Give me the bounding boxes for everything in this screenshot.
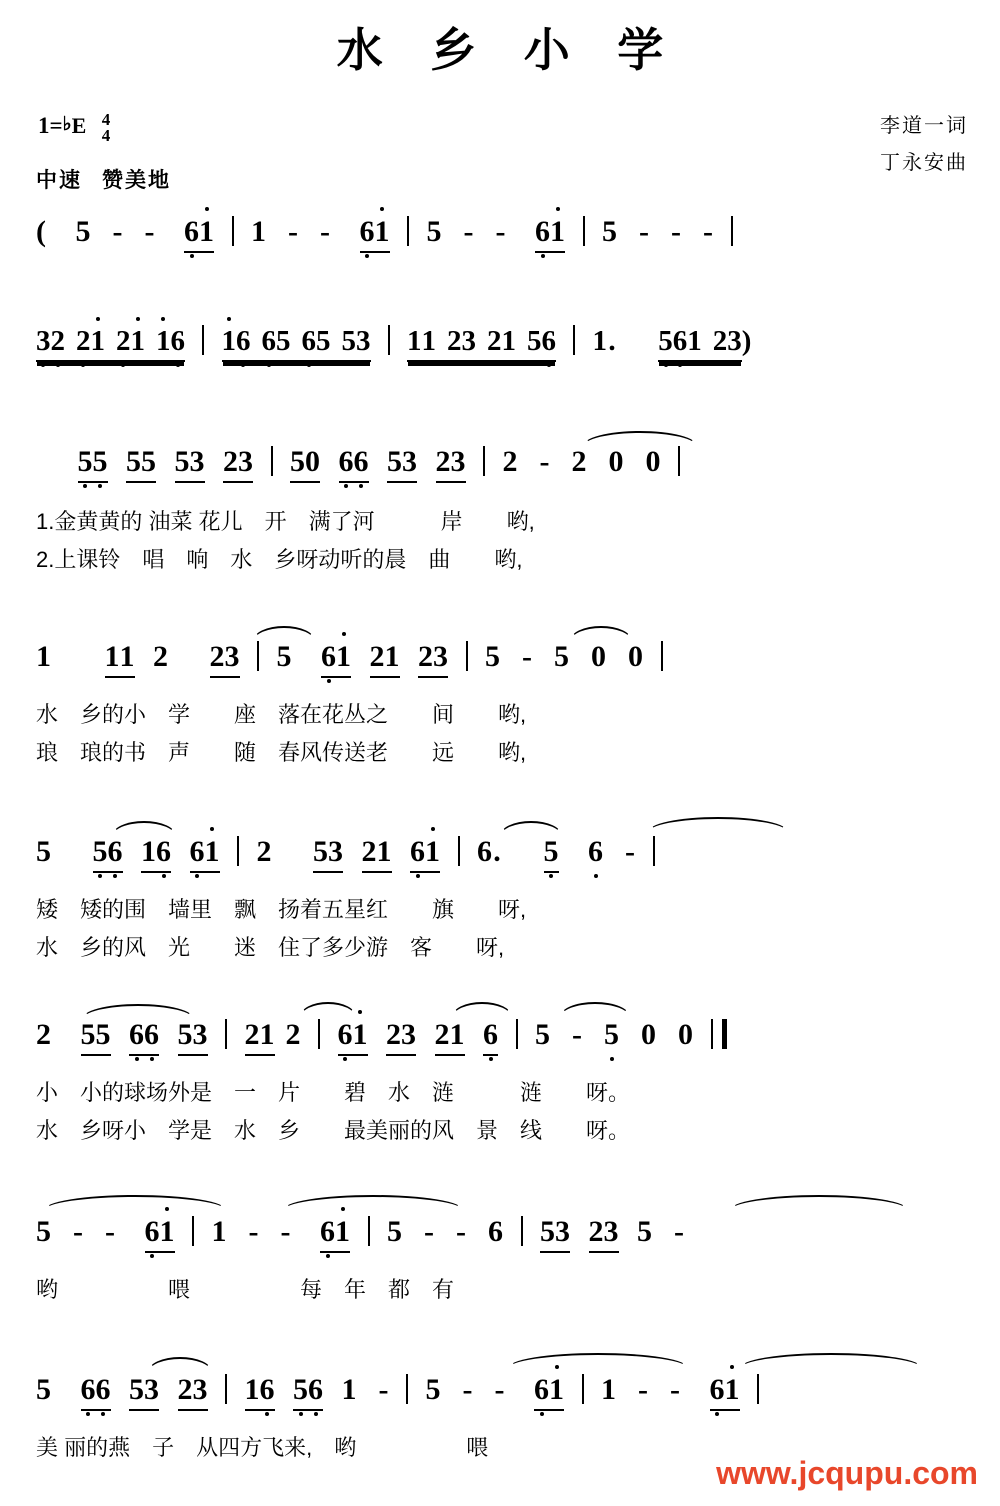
slur-mark [730,1195,908,1210]
slur-mark [508,1353,688,1368]
tempo-text: 中速 [36,169,82,192]
slur-mark [82,1004,194,1019]
lyrics-verse3-line2: 水 乡的风 光 迷 住了多少游 客 呀, [36,935,505,960]
lyrics-verse1-line2: 2.上课铃 唱 响 水 乡呀动听的晨 曲 哟, [36,547,523,572]
notation-intro-1: ( 5 - - 61 1 - - 61 5 - - 61 5 - - - [36,215,966,253]
lyrics-refrain-2: 美 丽的燕 子 从四方飞来, 哟 喂 [36,1435,489,1460]
flat-icon: ♭ [62,114,72,136]
slur-mark [740,1353,922,1368]
key-signature [38,112,110,144]
slur-mark [112,821,176,836]
lyrics-verse4-line2: 水 乡呀小 学是 水 乡 最美丽的风 景 线 呀。 [36,1118,631,1143]
lyrics-verse1-line1: 1.金黄黄的 油菜 花儿 开 满了河 岸 哟, [36,509,535,534]
credits [880,108,968,182]
slur-mark [570,626,632,641]
key-label: 1= [38,113,63,139]
slur-mark [583,431,697,446]
lyrics-verse2-line1: 水 乡的小 学 座 落在花丛之 间 哟, [36,702,527,727]
slur-mark [148,1357,212,1372]
slur-mark [283,1195,463,1210]
time-signature [102,112,111,144]
slur-mark [300,1002,356,1017]
lyrics-refrain-1: 哟 喂 每 年 都 有 [36,1277,455,1302]
notation-verse-1: 55 55 53 23 50 66 53 23 2 - 2 0 0 [36,445,966,483]
lyrics-verse2-line2: 琅 琅的书 声 随 春风传送老 远 哟, [36,740,527,765]
slur-mark [452,1002,512,1017]
time-signature-top: 4 [101,110,111,129]
lyricist: 李道一词 [880,115,968,137]
page-title: 水 乡 小 学 [336,25,682,76]
slur-mark [44,1195,226,1210]
slur-mark [560,1002,630,1017]
key-letter: E [71,113,87,139]
expression-text: 赞美地 [102,169,171,192]
tempo-marking [36,164,171,194]
notation-intro-2: 32 21 21 16 16 65 65 53 11 23 21 56 1. 561 23) [36,325,966,362]
lyrics-verse4-line1: 小 小的球场外是 一 片 碧 水 涟 涟 呀。 [36,1080,631,1105]
notation-verse-4: 2 55 66 53 21 2 61 23 21 6 5 - 5 0 0 [36,1018,966,1056]
time-signature-bottom: 4 [101,126,111,146]
notation-refrain-1: 5 - - 61 1 - - 61 5 - - 6 53 23 5 - [36,1215,966,1253]
slur-mark [253,626,315,641]
notation-verse-3: 5 56 16 61 2 53 21 61 6. 5 6 - [36,835,966,873]
composer: 丁永安曲 [880,152,968,174]
lyrics-verse3-line1: 矮 矮的围 墙里 飘 扬着五星红 旗 呀, [36,897,527,922]
notation-verse-2: 1 11 2 23 5 61 21 23 5 - 5 0 0 [36,640,966,678]
watermark: www.jcqupu.com [716,1455,978,1491]
notation-refrain-2: 5 66 53 23 16 56 1 - 5 - - 61 1 - - 61 [36,1373,966,1411]
slur-mark [500,821,562,836]
slur-mark [648,817,788,832]
